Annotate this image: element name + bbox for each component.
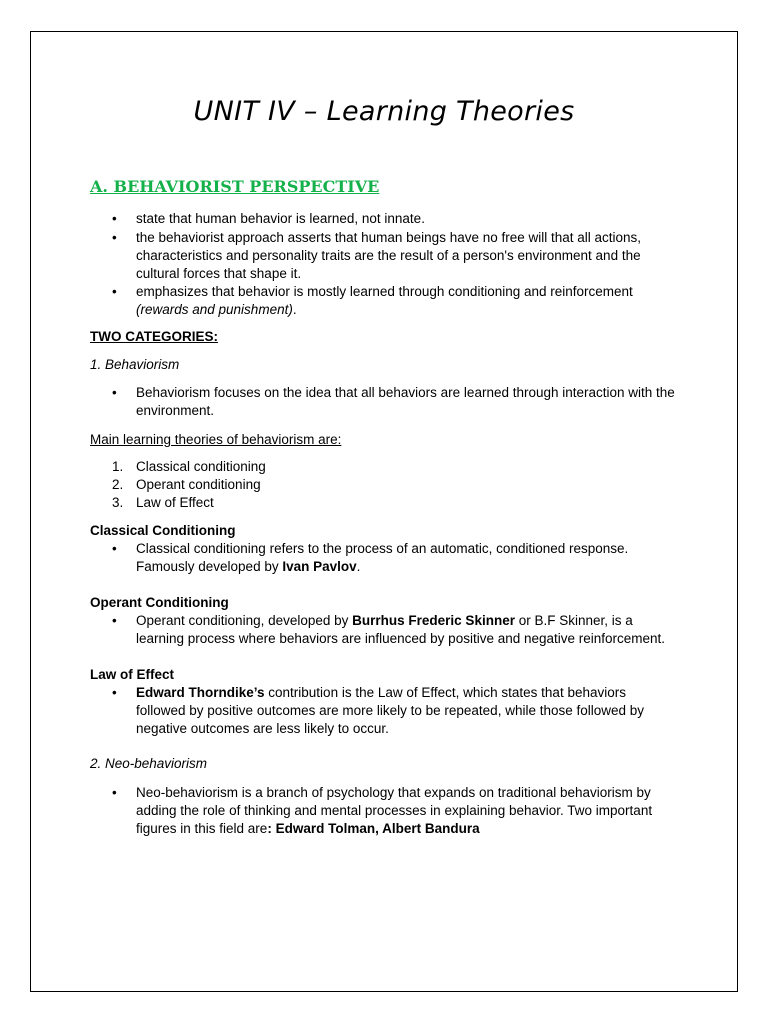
intro-bullet-3-end: . [292, 302, 297, 317]
neo-bullet [136, 784, 696, 838]
law-heading: Law of Effect [90, 667, 175, 682]
bullet-glyph: • [112, 211, 117, 226]
theories-heading: Main learning theories of behaviorism are: [90, 432, 342, 447]
bullet-glyph: • [112, 284, 117, 299]
operant-line1-post: or B.F Skinner, is a [514, 613, 633, 628]
page-title: UNIT IV – Learning Theories [193, 96, 575, 127]
bullet-glyph: • [112, 230, 117, 245]
bullet-glyph: • [112, 541, 117, 556]
bullet-glyph: • [112, 685, 117, 700]
operant-name: Burrhus Frederic Skinner [352, 613, 515, 628]
law-line3: negative outcomes are less likely to occur. [136, 721, 389, 736]
behaviorism-bullet: Behaviorism focuses on the idea that all behaviors are learned through interaction with the environment. [136, 385, 675, 418]
bullet-glyph: • [112, 785, 117, 800]
classical-line2-pre: Famously developed by [136, 559, 283, 574]
classical-name: Ivan Pavlov [282, 559, 357, 574]
neo-line3-pre: figures in this field are [136, 821, 268, 836]
neo-label: 2. Neo-behaviorism [90, 756, 208, 771]
neo-line2: adding the role of thinking and mental processes in explaining behavior. Two important [136, 803, 653, 818]
operant-line1-pre: Operant conditioning, developed by [136, 613, 353, 628]
law-line1: contribution is the Law of Effect, which states that behaviors [264, 685, 626, 700]
theory-item: Operant conditioning [136, 477, 261, 492]
theory-number: 2. [112, 477, 124, 492]
intro-bullet-2: the behaviorist approach asserts that human beings have no free will that all actions, characteristics and personality traits are the result of a person's environment and the cultural forces that shape it. [136, 230, 642, 281]
theory-number: 3. [112, 495, 124, 510]
behaviorism-label: 1. Behaviorism [90, 357, 180, 372]
law-line2: followed by positive outcomes are more likely to be repeated, while those followed by [136, 703, 645, 718]
theory-item: Classical conditioning [136, 459, 266, 474]
intro-bullet-3-text: emphasizes that behavior is mostly learned through conditioning and reinforcement [136, 284, 633, 299]
neo-line1: Neo-behaviorism is a branch of psychology that expands on traditional behaviorism by [136, 785, 651, 800]
bullet-glyph: • [112, 385, 117, 400]
neo-names: : Edward Tolman, Albert Bandura [267, 821, 480, 836]
intro-bullet-1: state that human behavior is learned, not innate. [136, 211, 425, 226]
two-categories-heading: TWO CATEGORIES: [90, 329, 218, 344]
theory-number: 1. [112, 459, 124, 474]
law-name: Edward Thorndike’s [136, 685, 265, 700]
operant-line2: learning process where behaviors are influenced by positive and negative reinforcement. [136, 631, 666, 646]
section-heading: A. BEHAVIORIST PERSPECTIVE [90, 177, 380, 196]
classical-line2-post: . [356, 559, 361, 574]
operant-bullet [136, 612, 696, 648]
law-bullet [136, 684, 696, 738]
intro-bullet-3-italic: (rewards and punishment) [136, 302, 293, 317]
classical-line1: Classical conditioning refers to the process of an automatic, conditioned response. [136, 541, 629, 556]
intro-bullet-3 [136, 283, 696, 319]
classical-bullet [136, 540, 696, 576]
bullet-glyph: • [112, 613, 117, 628]
theory-item: Law of Effect [136, 495, 214, 510]
operant-heading: Operant Conditioning [90, 595, 229, 610]
classical-heading: Classical Conditioning [90, 523, 236, 538]
